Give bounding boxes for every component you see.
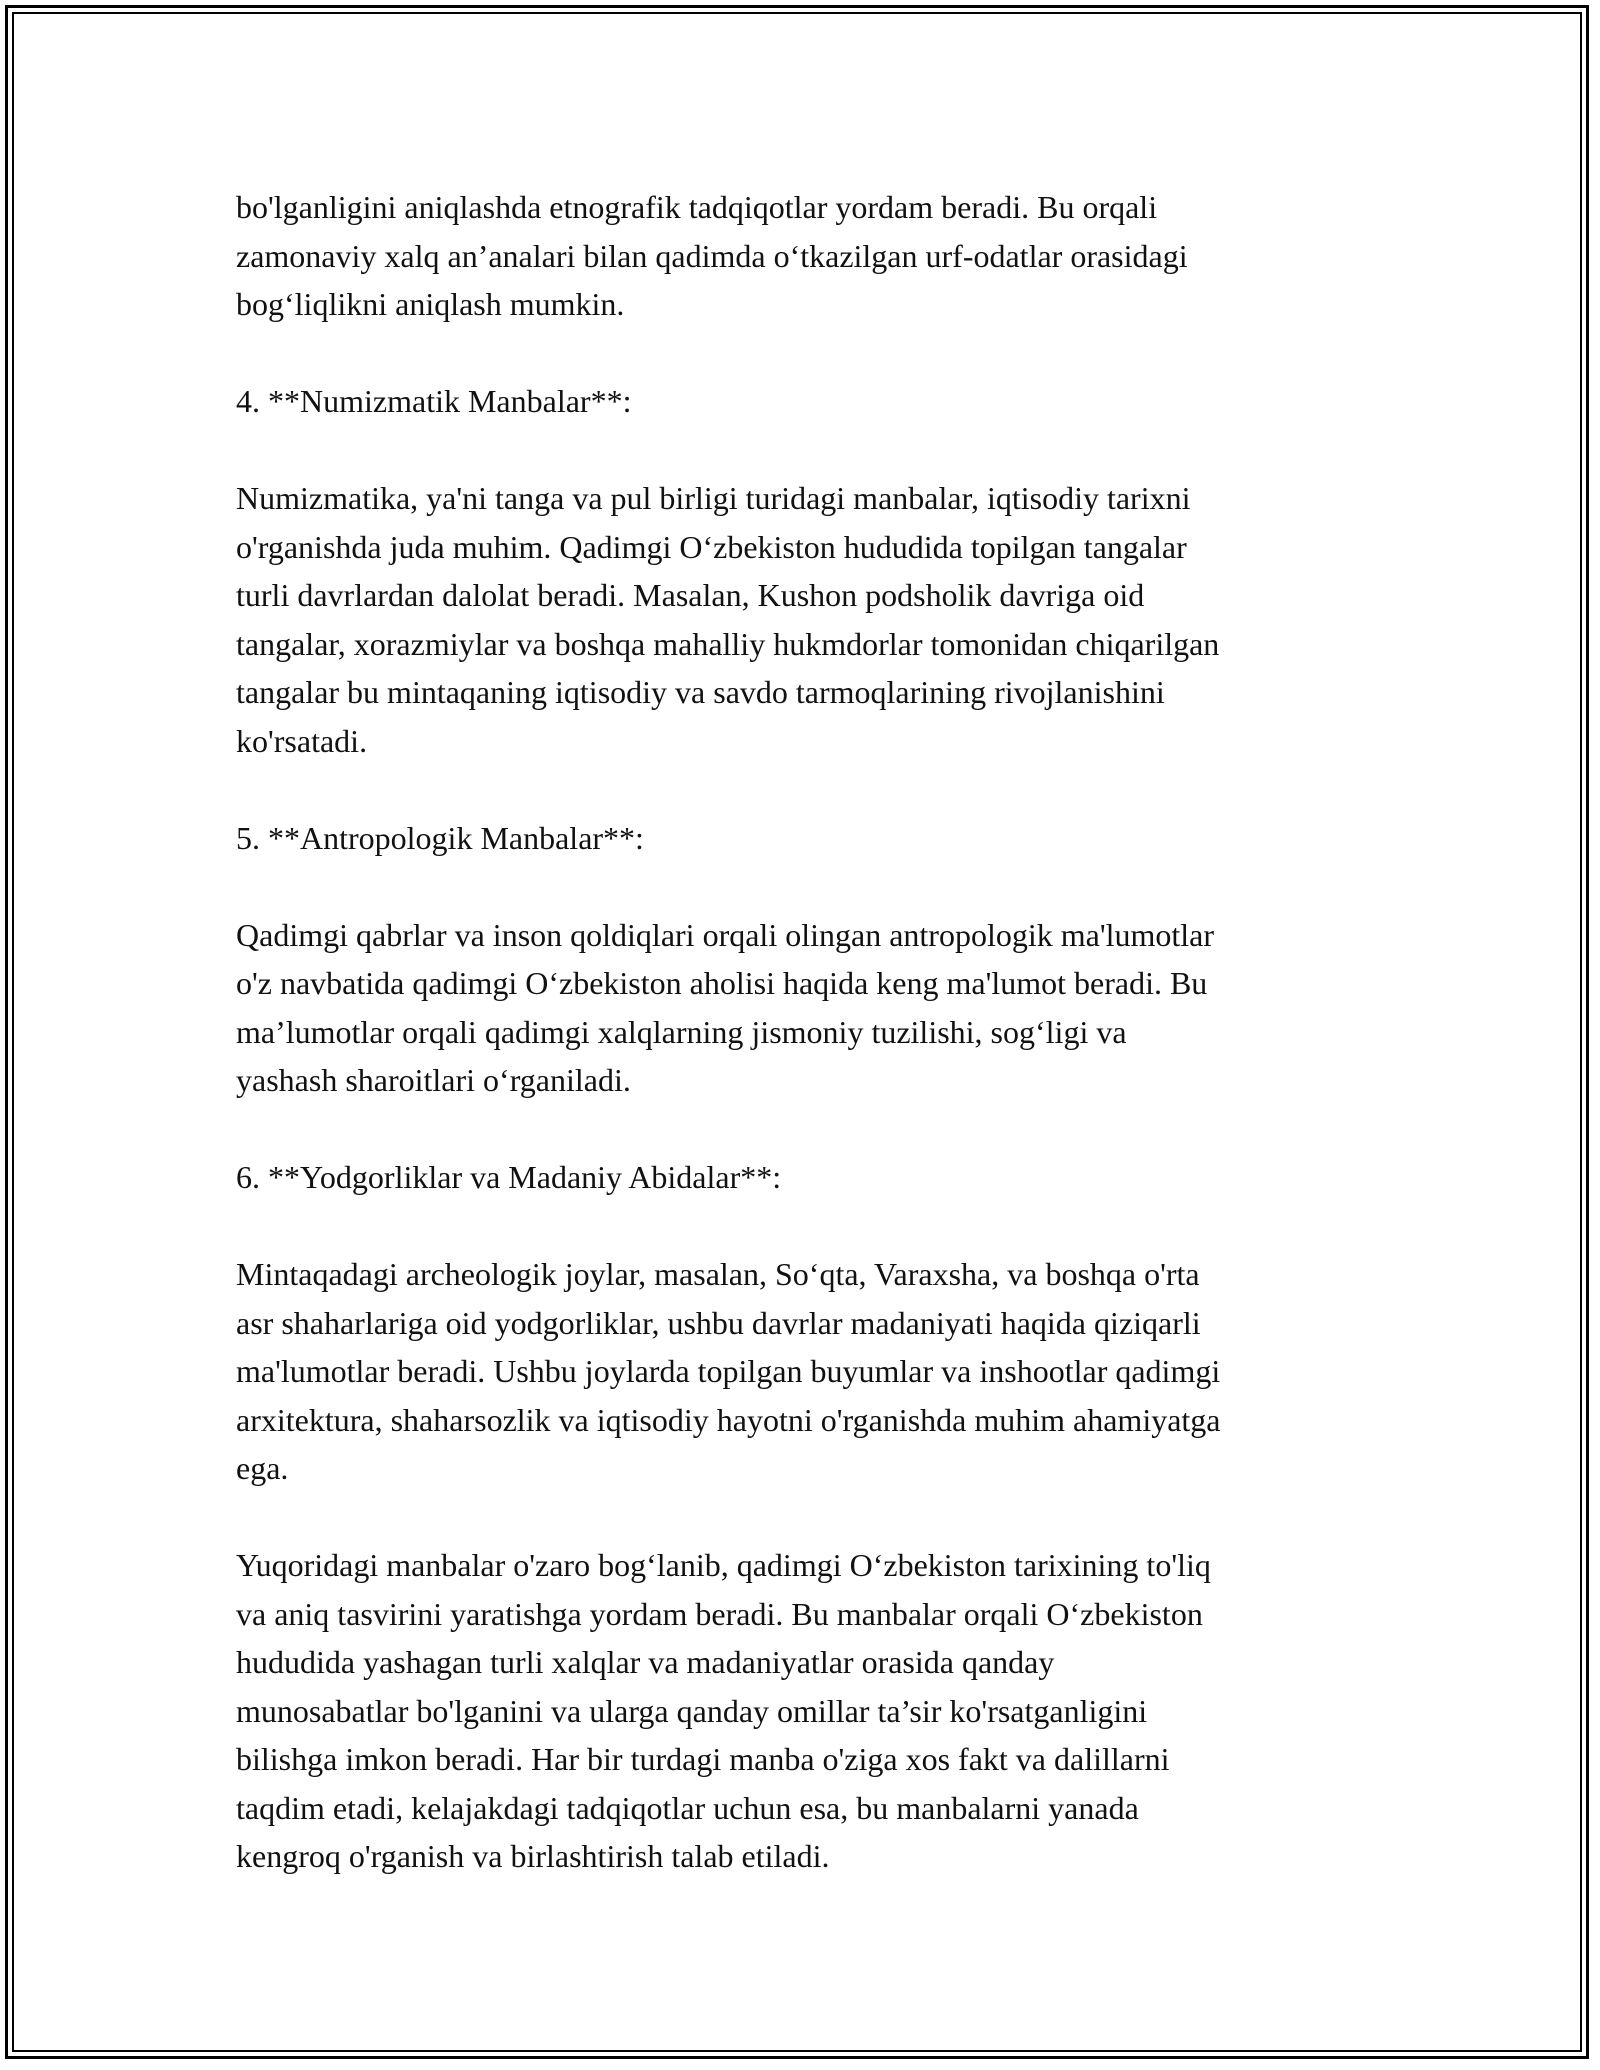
- heading-monuments-cultural-sites: 6. **Yodgorliklar va Madaniy Abidalar**:: [236, 1159, 782, 1195]
- paragraph-ethnographic-continuation: bo'lganligini aniqlashda etnografik tadqiqotlar yordam beradi. Bu orqali zamonaviy xalq an’analari bilan qadimda o‘tkazilgan urf-odatlar orasidagi bog‘liqlikni aniqlash mumkin.: [236, 189, 1188, 322]
- paragraph-conclusion: Yuqoridagi manbalar o'zaro bog‘lanib, qadimgi O‘zbekiston tarixining to'liq va aniq tasvirini yaratishga yordam beradi. Bu manbalar orqali O‘zbekiston hududida yashagan turli xalqlar va madaniyatlar orasida qanday munosabatlar bo'lganini va ularga qanday omillar ta’sir ko'rsatganligini bilishga imkon beradi. Har bir turdagi manba o'ziga xos fakt va dalillarni taqdim etadi, kelajakdagi tadqiqotlar uchun esa, bu manbalarni yanada kengroq o'rganish va birlashtirish talab etiladi.: [236, 1547, 1211, 1874]
- paragraph-anthropology: Qadimgi qabrlar va inson qoldiqlari orqali olingan antropologik ma'lumotlar o'z navbatida qadimgi O‘zbekiston aholisi haqida keng ma'lumot beradi. Bu ma’lumotlar orqali qadimgi xalqlarning jismoniy tuzilishi, sog‘ligi va yashash sharoitlari o‘rganiladi.: [236, 916, 1214, 1098]
- heading-anthropological-sources: 5. **Antropologik Manbalar**:: [236, 819, 644, 856]
- document-body: [236, 183, 1386, 1881]
- paragraph-numismatics: Numizmatika, ya'ni tanga va pul birligi turidagi manbalar, iqtisodiy tarixni o'rganishda juda muhim. Qadimgi O‘zbekiston hududida topilgan tangalar turli davrlardan dalolat beradi. Masalan, Kushon podsholik davriga oid tangalar, xorazmiylar va boshqa mahalliy hukmdorlar tomonidan chiqarilgan tangalar bu mintaqaning iqtisodiy va savdo tarmoqlarining rivojlanishini ko'rsatadi.: [236, 480, 1220, 759]
- heading-numismatic-sources: 4. **Numizmatik Manbalar**:: [236, 383, 632, 419]
- paragraph-monuments: Mintaqadagi archeologik joylar, masalan, So‘qta, Varaxsha, va boshqa o'rta asr shaharlariga oid yodgorliklar, ushbu davrlar madaniyati haqida qiziqarli ma'lumotlar beradi. Ushbu joylarda topilgan buyumlar va inshootlar qadimgi arxitektura, shaharsozlik va iqtisodiy hayotni o'rganishda muhim ahamiyatga ega.: [236, 1256, 1221, 1486]
